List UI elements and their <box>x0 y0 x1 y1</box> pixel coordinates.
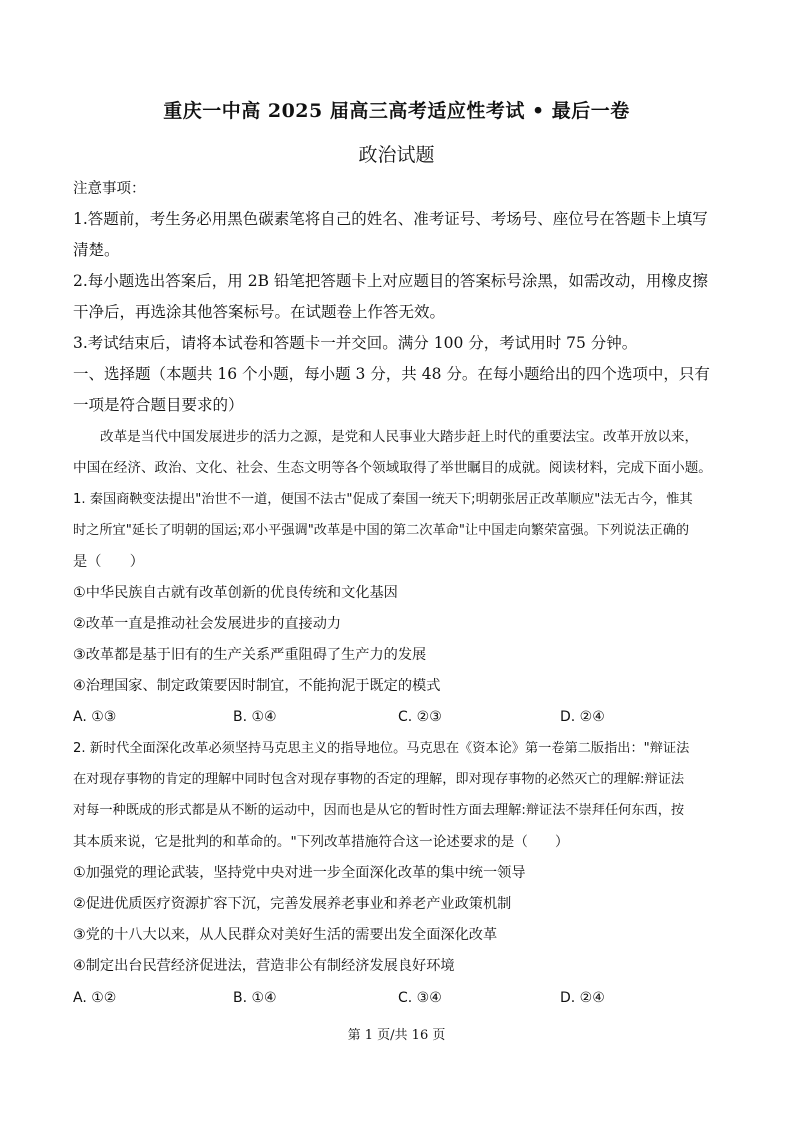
notice-line: 清楚。 <box>73 241 120 259</box>
question-2-item: ①加强党的理论武装，坚持党中央对进一步全面深化改革的集中统一领导 <box>73 865 526 881</box>
question-2-item: ③党的十八大以来，从人民群众对美好生活的需要出发全面深化改革 <box>73 927 498 943</box>
intro-paragraph: 中国在经济、政治、文化、社会、生态文明等各个领域取得了举世瞩目的成就。阅读材料，完成下面小题。 <box>73 460 712 476</box>
question-1-item: ②改革一直是推动社会发展进步的直接动力 <box>73 616 342 632</box>
question-1-stem: 时之所宜"延长了明朝的国运;邓小平强调"改革是中国的第二次革命"让中国走向繁荣富强。下列说法正确的 <box>73 523 690 538</box>
question-2-stem: 2. 新时代全面深化改革必须坚持马克思主义的指导地位。马克思在《资本论》第一卷第二版指出："辩证法 <box>73 741 690 756</box>
question-1-stem: 是（ ） <box>73 554 144 570</box>
notice-heading: 注意事项： <box>73 181 146 197</box>
question-1-item: ①中华民族自古就有改革创新的优良传统和文化基因 <box>73 585 398 601</box>
question-1-stem: 1. 秦国商鞅变法提出"治世不一道，便国不法古"促成了秦国一统天下;明朝张居正改革顺应"法无古今，惟其 <box>73 492 693 507</box>
option-d[interactable]: D. ②④ <box>560 990 605 1006</box>
page-number: 第 1 页/共 16 页 <box>347 1028 446 1043</box>
question-1-item: ④治理国家、制定政策要因时制宜，不能拘泥于既定的模式 <box>73 678 441 694</box>
option-d[interactable]: D. ②④ <box>560 709 605 725</box>
intro-paragraph: 改革是当代中国发展进步的活力之源，是党和人民事业大踏步赶上时代的重要法宝。改革开放以来， <box>100 429 699 445</box>
notice-line: 3.考试结束后，请将本试卷和答题卡一并交回。满分 100 分，考试用时 75 分钟。 <box>73 334 638 352</box>
option-c[interactable]: C. ③④ <box>398 990 442 1006</box>
question-2-item: ④制定出台民营经济促进法，营造非公有制经济发展良好环境 <box>73 958 455 974</box>
question-2-stem: 在对现存事物的肯定的理解中同时包含对现存事物的否定的理解，即对现存事物的必然灭亡的理解:辩证法 <box>73 772 685 787</box>
section-heading: 一项是符合题目要求的） <box>73 396 244 414</box>
option-b[interactable]: B. ①④ <box>233 709 277 725</box>
exam-subject: 政治试题 <box>358 144 435 166</box>
question-1-item: ③改革都是基于旧有的生产关系严重阻碍了生产力的发展 <box>73 647 427 663</box>
question-2-item: ②促进优质医疗资源扩容下沉，完善发展养老事业和养老产业政策机制 <box>73 896 512 912</box>
question-2-stem: 对每一种既成的形式都是从不断的运动中，因而也是从它的暂时性方面去理解:辩证法不崇拜任何东西，按 <box>73 803 685 818</box>
option-c[interactable]: C. ②③ <box>398 709 442 725</box>
option-b[interactable]: B. ①④ <box>233 990 277 1006</box>
notice-line: 干净后，再选涂其他答案标号。在试题卷上作答无效。 <box>73 303 446 321</box>
option-a[interactable]: A. ①③ <box>73 709 117 725</box>
option-a[interactable]: A. ①② <box>73 990 117 1006</box>
exam-title: 重庆一中高 2025 届高三高考适应性考试 • 最后一卷 <box>163 100 630 122</box>
question-2-stem: 其本质来说，它是批判的和革命的。"下列改革措施符合这一论述要求的是（ ） <box>73 834 569 850</box>
notice-line: 1.答题前，考生务必用黑色碳素笔将自己的姓名、准考证号、考场号、座位号在答题卡上填写 <box>73 210 708 228</box>
section-heading: 一、选择题（本题共 16 个小题，每小题 3 分，共 48 分。在每小题给出的四个选项中，只有 <box>73 365 710 383</box>
notice-line: 2.每小题选出答案后，用 2B 铅笔把答题卡上对应题目的答案标号涂黑，如需改动，用橡皮擦 <box>73 272 708 290</box>
